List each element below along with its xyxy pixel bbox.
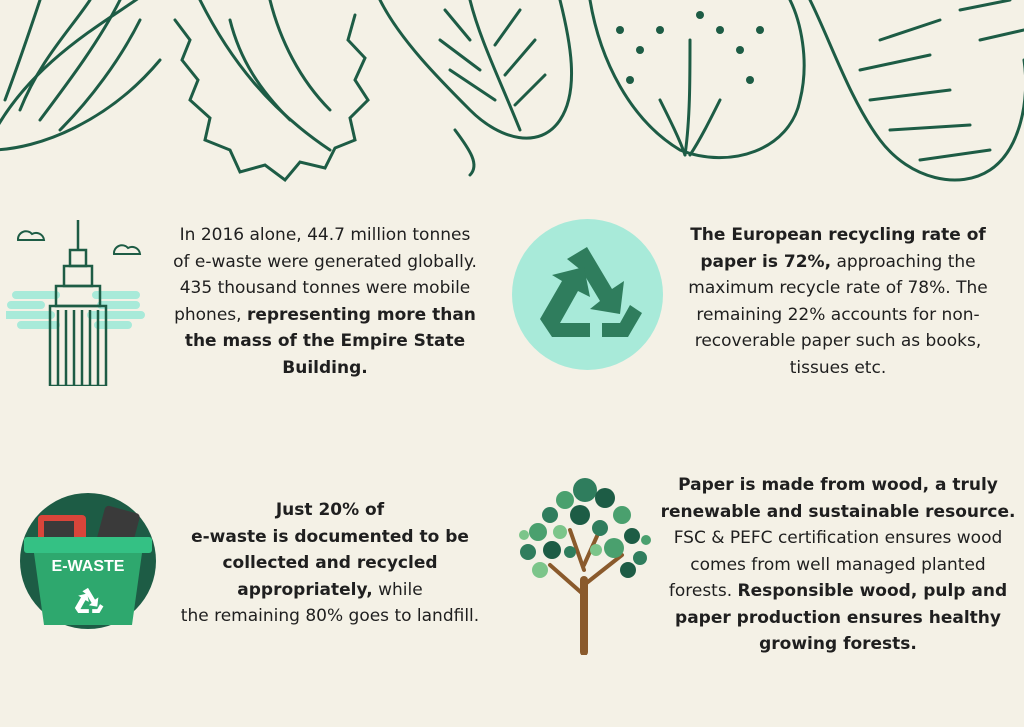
fact-line: the remaining 80% goes to landfill. — [180, 606, 480, 626]
fact-line — [158, 302, 492, 329]
fact-line: remaining 22% accounts for non- — [696, 304, 980, 325]
fact-line — [158, 328, 492, 355]
fact-highlight: appropriately, — [237, 579, 373, 600]
fact-line — [660, 472, 1016, 499]
fact-text: while — [372, 579, 423, 600]
fact-line — [660, 222, 1016, 249]
fact-highlight: the mass of the Empire State — [184, 331, 466, 351]
fact-line — [660, 631, 1016, 658]
fact-highlight: collected and recycled — [222, 553, 438, 573]
fact-line: of e-waste were generated globally. — [173, 251, 477, 272]
fact-text: forests. — [668, 581, 738, 601]
empire-state-building-icon — [6, 220, 146, 386]
fact-highlight: e-waste is documented to be — [191, 526, 469, 547]
fact-highlight: paper is 72%, — [700, 251, 832, 272]
fact-line: FSC & PEFC certification ensures wood — [673, 528, 1003, 548]
fact-line — [660, 249, 1016, 276]
fact-line: comes from well managed planted — [690, 554, 986, 575]
fact-highlight: growing forests. — [759, 634, 917, 654]
fact-line — [160, 497, 500, 524]
bin-label: E-WASTE — [51, 558, 125, 575]
ewaste-fact — [160, 497, 500, 630]
paper-recycling-fact — [660, 222, 1016, 381]
fact-highlight: Responsible wood, pulp and — [737, 581, 1008, 601]
tree-icon — [510, 470, 660, 655]
fact-line: 435 thousand tonnes were mobile — [179, 278, 471, 298]
fact-highlight: Paper is made from wood, a truly — [678, 475, 998, 495]
fact-line: recoverable paper such as books, — [694, 331, 982, 351]
fact-line: tissues etc. — [789, 357, 887, 378]
fact-line — [160, 577, 500, 604]
fact-highlight: The European recycling rate of — [690, 225, 986, 245]
leaves-illustration-icon — [0, 0, 1024, 195]
fact-line — [660, 605, 1016, 632]
fact-text: phones, — [174, 304, 247, 325]
fact-highlight: renewable and sustainable resource. — [660, 501, 1016, 522]
fact-line — [160, 524, 500, 551]
fact-line: In 2016 alone, 44.7 million tonnes — [179, 225, 471, 245]
fact-line: maximum recycle rate of 78%. The — [688, 278, 988, 298]
fact-line — [158, 355, 492, 382]
empire-state-fact — [158, 222, 492, 381]
ewaste-bin-icon — [20, 493, 156, 629]
fact-highlight: paper production ensures healthy — [675, 607, 1001, 628]
fact-line — [660, 578, 1016, 605]
fact-line — [660, 499, 1016, 526]
fact-highlight: representing more than — [246, 304, 476, 325]
fact-text: approaching the — [831, 251, 976, 272]
fact-highlight: Just 20% of — [275, 500, 385, 520]
fact-line — [160, 550, 500, 577]
wood-fact — [660, 472, 1016, 658]
fact-highlight: Building. — [282, 357, 368, 378]
recycle-arrows-icon — [512, 219, 663, 370]
